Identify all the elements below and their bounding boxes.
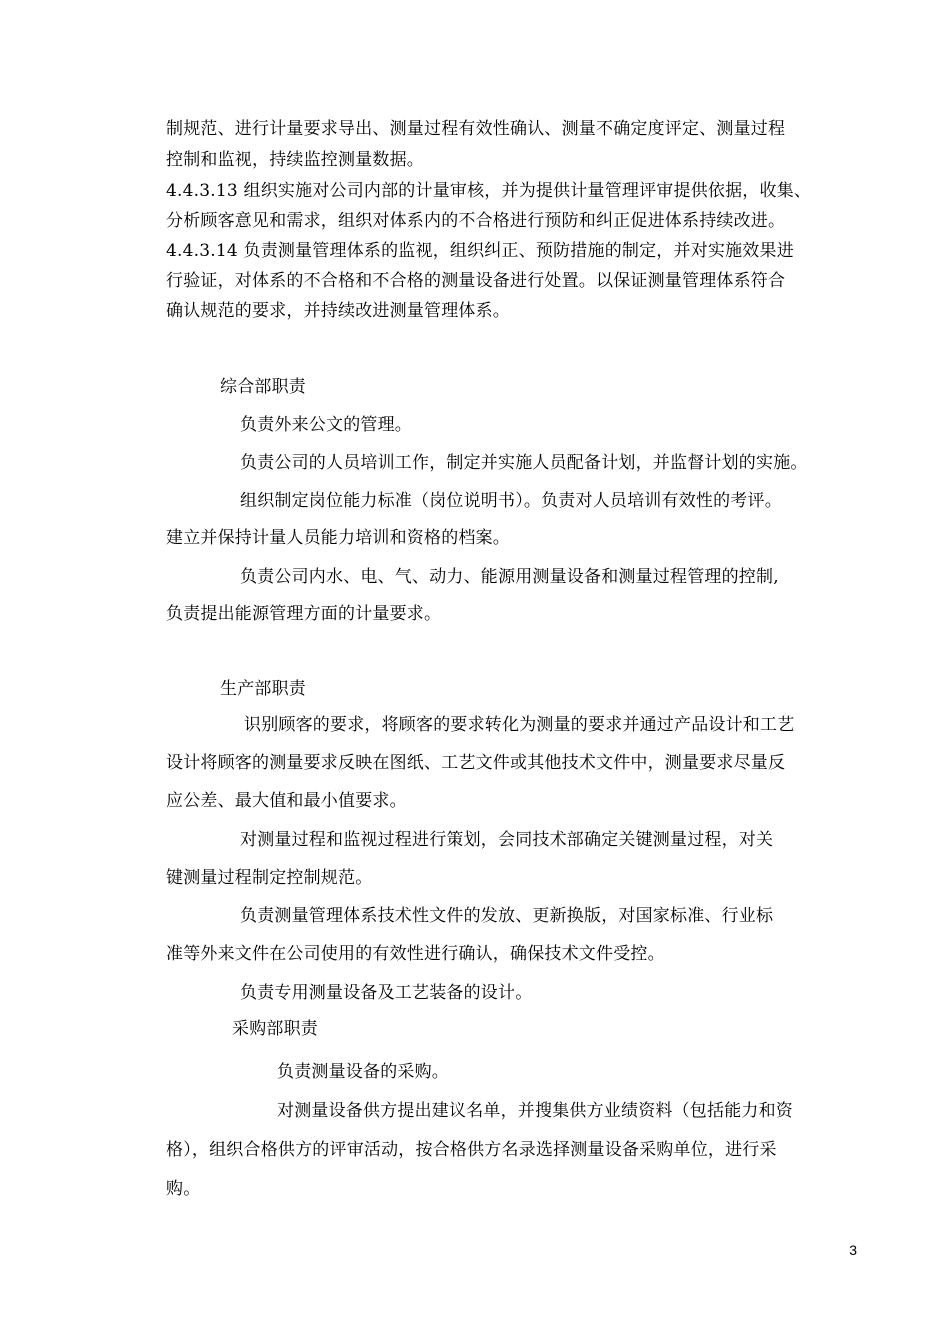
paragraph-line: 分析顾客意见和需求，组织对体系内的不合格进行预防和纠正促进体系持续改进。 [166, 211, 786, 231]
paragraph-line: 组织制定岗位能力标准（岗位说明书）。负责对人员培训有效性的考评。 [240, 491, 782, 511]
clause-4-4-3-14: 4.4.3.14 负责测量管理体系的监视，组织纠正、预防措施的制定，并对实施效果进 [166, 241, 794, 261]
paragraph-line: 负责专用测量设备及工艺装备的设计。 [240, 983, 533, 1003]
clause-4-4-3-13: 4.4.3.13 组织实施对公司内部的计量审核，并为提供计量管理评审提供依据，收集、 [166, 181, 812, 201]
paragraph-line: 建立并保持计量人员能力培训和资格的档案。 [166, 528, 510, 548]
paragraph-line: 负责测量设备的采购。 [277, 1062, 449, 1082]
paragraph-line: 行验证，对体系的不合格和不合格的测量设备进行处置。以保证测量管理体系符合 [166, 271, 786, 291]
paragraph-line: 负责测量管理体系技术性文件的发放、更新换版，对国家标准、行业标 [240, 906, 774, 926]
production-dept-heading: 生产部职责 [220, 679, 306, 699]
paragraph-line: 负责外来公文的管理。 [240, 415, 412, 435]
paragraph-line: 键测量过程制定控制规范。 [166, 868, 373, 888]
paragraph-line: 负责公司内水、电、气、动力、能源用测量设备和测量过程管理的控制, [240, 567, 779, 587]
paragraph-line: 准等外来文件在公司使用的有效性进行确认，确保技术文件受控。 [166, 944, 665, 964]
paragraph-line: 购。 [166, 1179, 201, 1199]
paragraph-line: 负责提出能源管理方面的计量要求。 [166, 604, 442, 624]
page-number: 3 [849, 1242, 857, 1258]
paragraph-line: 设计将顾客的测量要求反映在图纸、工艺文件或其他技术文件中，测量要求尽量反 [166, 753, 786, 773]
paragraph-line: 对测量设备供方提出建议名单，并搜集供方业绩资料（包括能力和资 [277, 1101, 793, 1121]
paragraph-line: 应公差、最大值和最小值要求。 [166, 791, 407, 811]
paragraph-line: 格），组织合格供方的评审活动，按合格供方名录选择测量设备采购单位，进行采 [166, 1140, 777, 1160]
paragraph-line: 负责公司的人员培训工作，制定并实施人员配备计划，并监督计划的实施。 [240, 453, 808, 473]
paragraph-line: 控制和监视，持续监控测量数据。 [166, 150, 424, 170]
purchasing-dept-heading: 采购部职责 [232, 1019, 318, 1039]
paragraph-line: 制规范、进行计量要求导出、测量过程有效性确认、测量不确定度评定、测量过程 [166, 119, 786, 139]
paragraph-line: 识别顾客的要求，将顾客的要求转化为测量的要求并通过产品设计和工艺 [244, 715, 795, 735]
general-dept-heading: 综合部职责 [220, 377, 306, 397]
paragraph-line: 对测量过程和监视过程进行策划，会同技术部确定关键测量过程，对关 [240, 830, 774, 850]
paragraph-line: 确认规范的要求，并持续改进测量管理体系。 [166, 301, 510, 321]
